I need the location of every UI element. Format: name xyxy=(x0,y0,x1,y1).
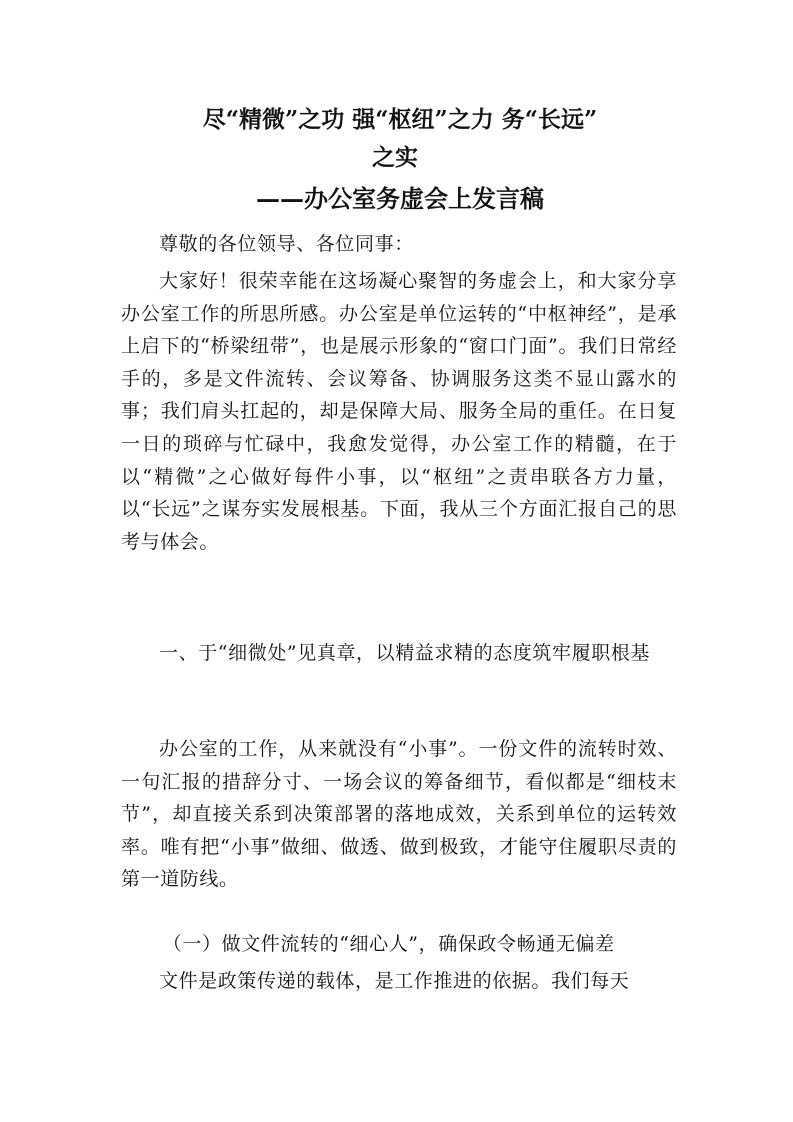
document-title-line-1: 尽“精微”之功 强“枢纽”之力 务“长远” xyxy=(202,106,598,133)
section-1-heading: 一、于“细微处”见真章，以精益求精的态度筑牢履职根基 xyxy=(159,642,651,664)
greeting-paragraph: 尊敬的各位领导、各位同事： xyxy=(159,233,414,255)
document-subtitle: ——办公室务虚会上发言稿 xyxy=(256,184,544,213)
section-1-body: 办公室的工作，从来就没有“小事”。一份文件的流转时效、一句汇报的措辞分寸、一场会议的筹备细节，看似都是“细枝末节”，却直接关系到决策部署的落地成效，关系到单位的运转效率。唯有把“小事”做细、做透、做到极致，才能守住履职尽责的第一道防线。 xyxy=(121,738,677,891)
document-title-line-2: 之实 xyxy=(372,144,418,171)
intro-paragraph: 大家好！很荣幸能在这场凝心聚智的务虚会上，和大家分享办公室工作的所思所感。办公室是单位运转的“中枢神经”，是承上启下的“桥梁纽带”，也是展示形象的“窗口门面”。我们日常经手的，多是文件流转、会议筹备、协调服务这类不显山露水的事；我们肩头扛起的，却是保障大局、服务全局的重任。在日复一日的琐碎与忙碌中，我愈发觉得，办公室工作的精髓，在于以“精微”之心做好每件小事，以“枢纽”之责串联各方力量，以“长远”之谋夯实发展根基。下面，我从三个方面汇报自己的思考与体会。 xyxy=(121,270,677,553)
subsection-1-heading: （一）做文件流转的“细心人”，确保政令畅通无偏差 xyxy=(162,933,615,955)
subsection-1-body: 文件是政策传递的载体，是工作推进的依据。我们每天 xyxy=(159,970,630,992)
